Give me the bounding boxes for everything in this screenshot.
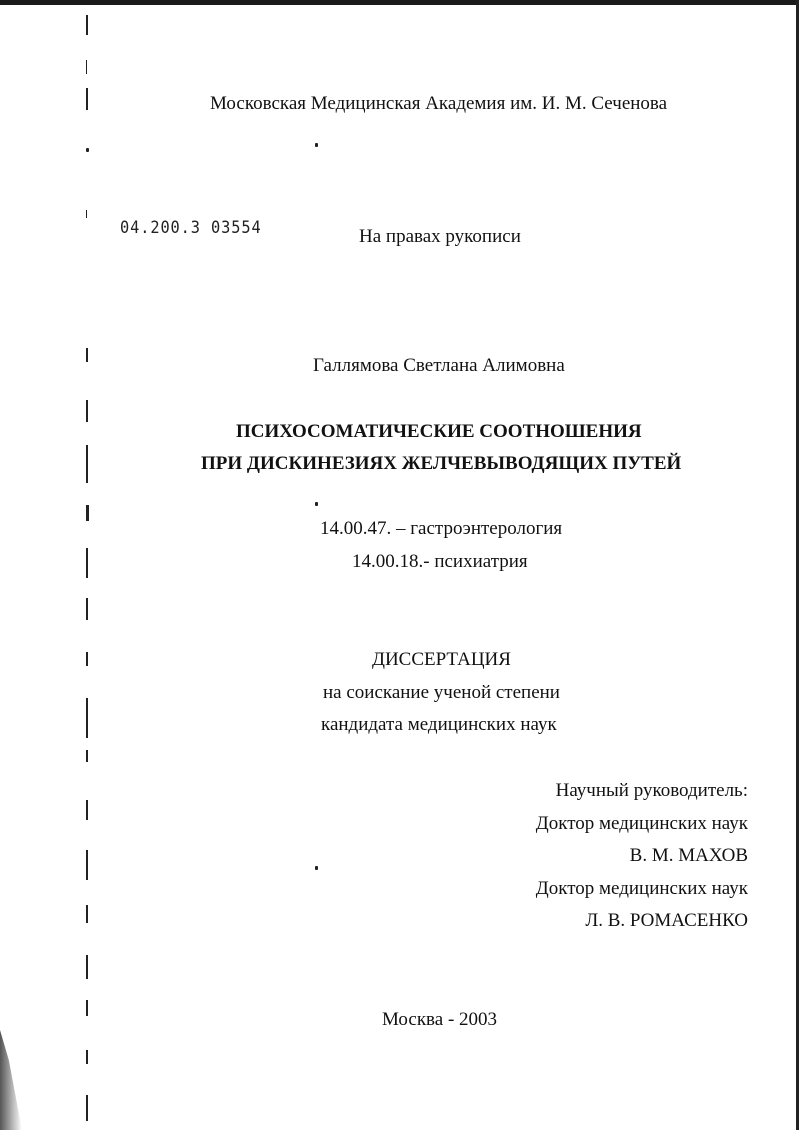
scan-dot	[86, 148, 89, 152]
binding-mark	[86, 1000, 88, 1016]
scan-top-edge	[0, 0, 799, 5]
binding-mark	[86, 1095, 88, 1121]
specialty-code: 14.00.18.- психиатрия	[352, 551, 528, 572]
supervisor-degree: Доктор медицинских наук	[535, 878, 748, 899]
binding-mark	[86, 15, 88, 35]
binding-mark	[86, 400, 88, 422]
binding-mark	[86, 850, 88, 880]
degree-purpose: кандидата медицинских наук	[321, 714, 557, 735]
institution-name: Московская Медицинская Академия им. И. М. Сеченова	[210, 93, 668, 114]
binding-mark	[86, 955, 88, 979]
binding-mark	[86, 698, 88, 738]
thesis-title-line1: ПСИХОСОМАТИЧЕСКИЕ СООТНОШЕНИЯ	[236, 421, 642, 442]
binding-mark	[86, 905, 88, 923]
binding-mark	[86, 548, 88, 578]
supervisor-name: Л. В. РОМАСЕНКО	[585, 910, 748, 931]
document-type: ДИССЕРТАЦИЯ	[372, 649, 511, 670]
binding-mark	[86, 800, 88, 820]
binding-mark	[86, 348, 88, 362]
scan-corner-shadow	[0, 1030, 22, 1130]
degree-purpose: на соискание ученой степени	[323, 682, 560, 703]
specialty-code: 14.00.47. – гастроэнтерология	[320, 518, 563, 539]
thesis-title-line2: ПРИ ДИСКИНЕЗИЯХ ЖЕЛЧЕВЫВОДЯЩИХ ПУТЕЙ	[201, 453, 682, 474]
archive-stamp: 04.200.3 03554	[120, 218, 262, 238]
supervisor-degree: Доктор медицинских наук	[535, 813, 748, 834]
scan-dot	[315, 502, 318, 506]
binding-mark	[86, 1050, 88, 1064]
binding-mark	[86, 60, 87, 74]
binding-mark	[86, 445, 88, 483]
scan-dot	[315, 143, 318, 147]
binding-mark	[86, 598, 88, 620]
scan-dot	[315, 866, 318, 870]
binding-mark	[86, 505, 89, 521]
binding-mark	[86, 88, 88, 110]
binding-mark	[86, 750, 88, 762]
supervisor-name: В. М. МАХОВ	[629, 845, 748, 866]
binding-mark	[86, 210, 87, 218]
binding-mark	[86, 652, 88, 666]
author-name: Галлямова Светлана Алимовна	[313, 355, 565, 376]
manuscript-note: На правах рукописи	[359, 226, 521, 247]
supervisor-heading: Научный руководитель:	[555, 780, 748, 801]
city-year: Москва - 2003	[382, 1009, 498, 1030]
